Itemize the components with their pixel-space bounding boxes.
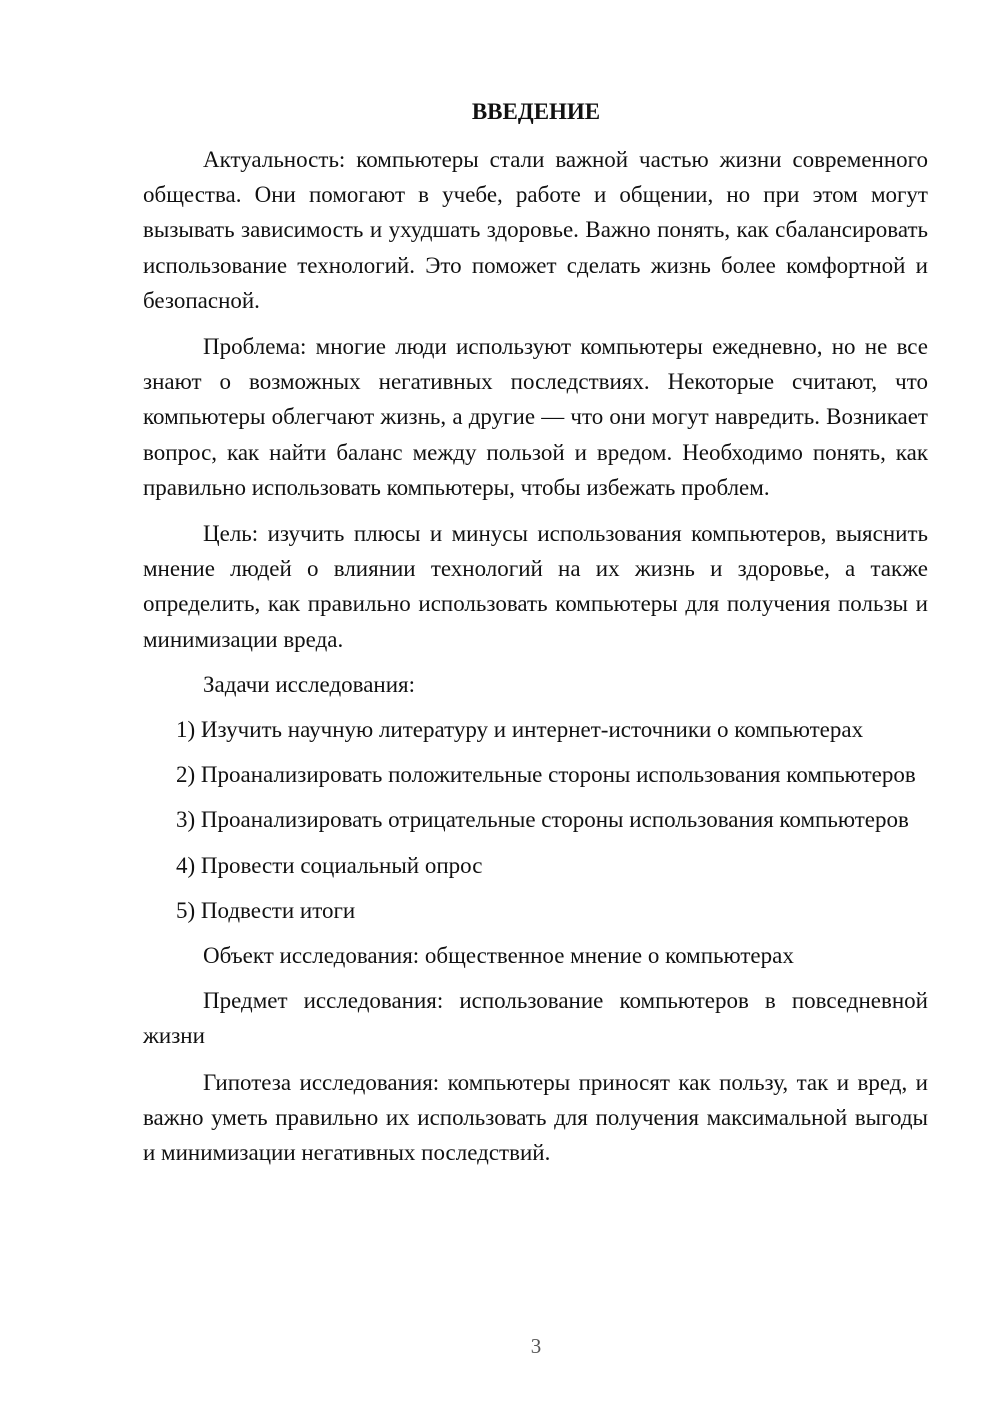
paragraph-problem: Проблема: многие люди используют компьютеры ежедневно, но не все знают о возможных негативных последствиях. Некоторые считают, что компьютеры облегчают жизнь, а другие — что они могут навредить. Возникает вопрос, как найти баланс между пользой и вредом. Необходимо понять, как правильно использовать компьютеры, чтобы избежать проблем. <box>143 334 928 500</box>
task-item-4: 4) Провести социальный опрос <box>176 852 483 878</box>
page-title: ВВЕДЕНИЕ <box>471 99 601 124</box>
paragraph-subject: Предмет исследования: использование компьютеров в повседневной жизни <box>143 988 928 1049</box>
document-body <box>143 142 928 1170</box>
paragraph-object: Объект исследования: общественное мнение о компьютерах <box>203 943 794 969</box>
task-item-2: 2) Проанализировать положительные стороны использования компьютеров <box>176 762 916 788</box>
paragraph-goal: Цель: изучить плюсы и минусы использования компьютеров, выяснить мнение людей о влиянии технологий на их жизнь и здоровье, а также определить, как правильно использовать компьютеры для получения пользы и минимизации вреда. <box>143 521 928 652</box>
paragraph-hypothesis: Гипотеза исследования: компьютеры приносят как пользу, так и вред, и важно уметь правильно их использовать для получения максимальной выгоды и минимизации негативных последствий. <box>143 1069 928 1166</box>
page-number: 3 <box>530 1334 542 1358</box>
task-item-1: 1) Изучить научную литературу и интернет-источники о компьютерах <box>176 717 864 743</box>
tasks-title: Задачи исследования: <box>203 671 416 697</box>
task-item-3: 3) Проанализировать отрицательные стороны использования компьютеров <box>176 807 909 833</box>
paragraph-actuality: Актуальность: компьютеры стали важной частью жизни современного общества. Они помогают в учебе, работе и общении, но при этом могут вызывать зависимость и ухудшать здоровье. Важно понять, как сбалансировать использование технологий. Это поможет сделать жизнь более комфортной и безопасной. <box>143 147 928 313</box>
task-item-5: 5) Подвести итоги <box>176 897 356 923</box>
